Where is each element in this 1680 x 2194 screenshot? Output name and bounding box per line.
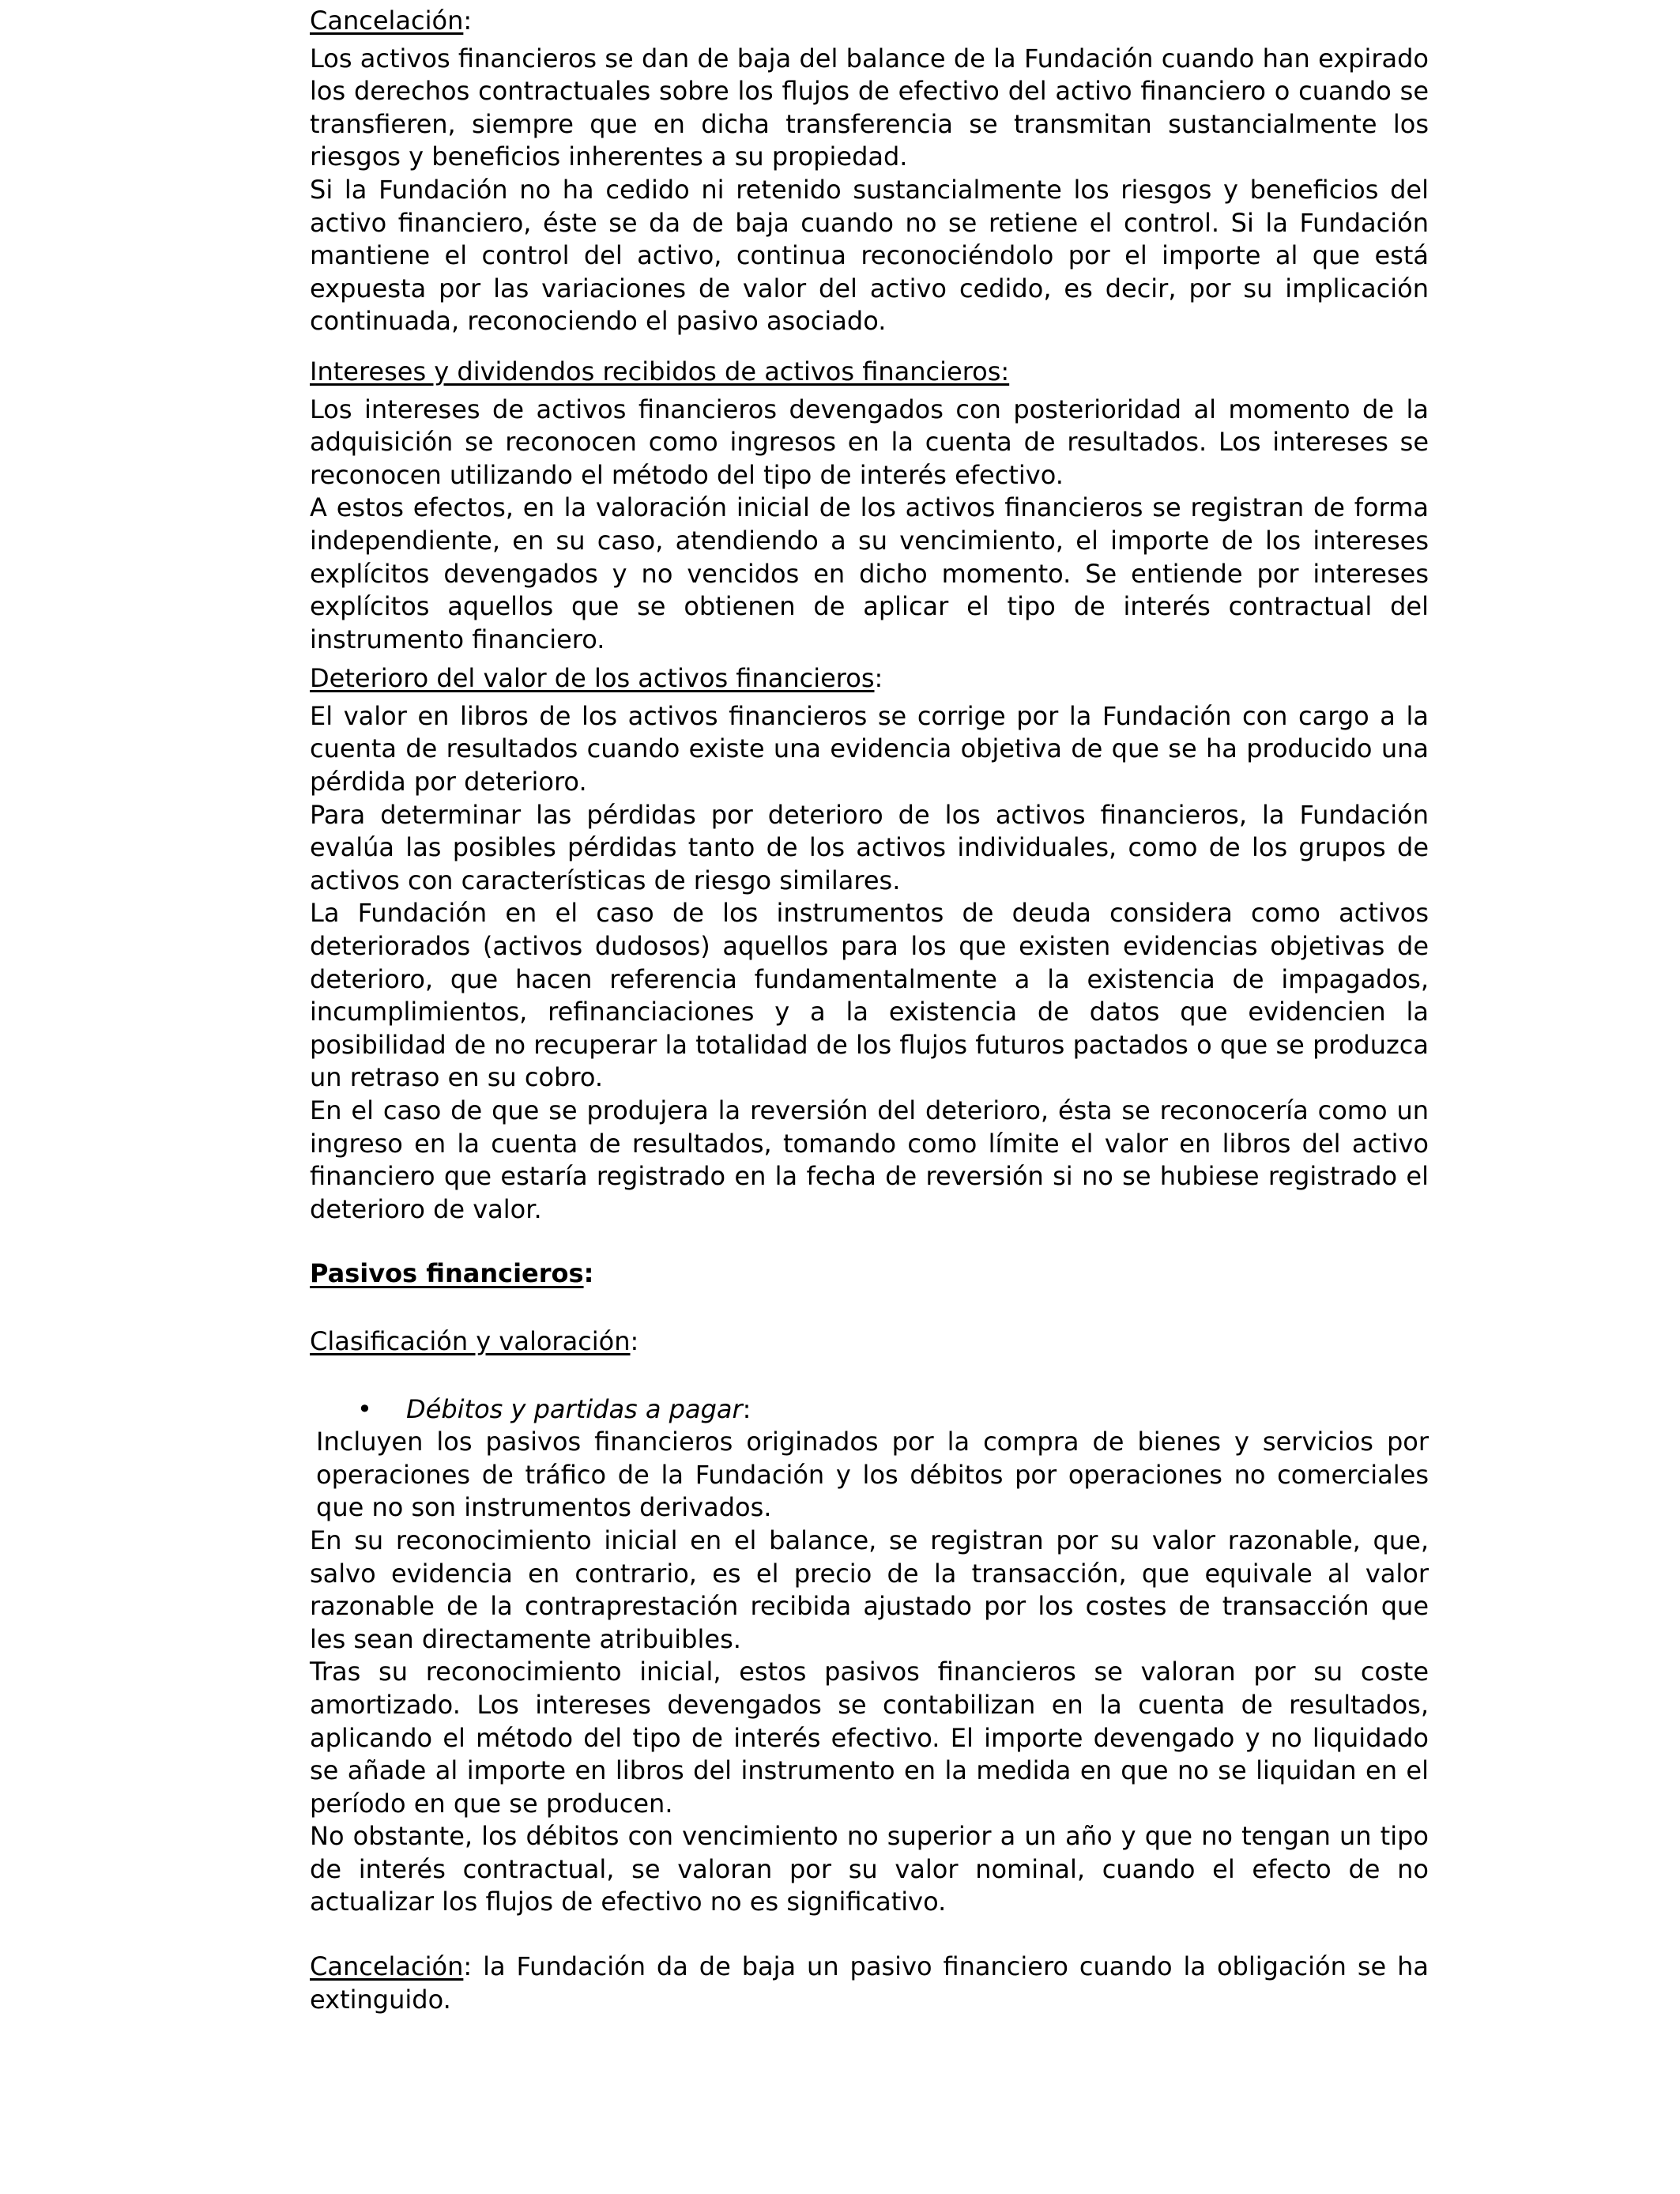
spacer: [310, 1919, 1429, 1951]
pasivos-paragraph-1: Incluyen los pasivos financieros originados por la compra de bienes y servicios por operaciones de tráfico de la Fundación y los débitos por operaciones no comerciales que no son instrumentos derivados.: [316, 1427, 1429, 1523]
cancelacion-activos-paragraph-2: Si la Fundación no ha cedido ni retenido sustancialmente los riesgos y beneficios del activo financiero, éste se da de baja cuando no se retiene el control. Si la Fundación mantiene el control del activo, continua reconociéndolo por el importe al que está expuesta por las variaciones de valor del activo cedido, es decir, por su implicación continuada, reconociendo el pasivo asociado.: [310, 174, 1429, 337]
deterioro-paragraph-2: Para determinar las pérdidas por deterioro de los activos financieros, la Fundación evalúa las posibles pérdidas tanto de los activos individuales, como de los grupos de activos con características de riesgo similares.: [310, 799, 1429, 895]
deterioro-title: Deterioro del valor de los activos financieros:: [310, 663, 883, 694]
intereses-title: Intereses y dividendos recibidos de activos financieros:: [310, 356, 1010, 386]
cancelacion-activos-title: Cancelación:: [310, 6, 473, 36]
spacer: [310, 1226, 1429, 1257]
spacer: [310, 1291, 1429, 1325]
clasificacion-title: Clasificación y valoración:: [310, 1325, 639, 1356]
spacer: [310, 1359, 1429, 1393]
spacer: [310, 338, 1429, 352]
intereses-paragraph-1: Los intereses de activos financieros devengados con posterioridad al momento de la adquisición se reconocen como ingresos en la cuenta de resultados. Los intereses se reconocen utilizando el método del tipo de interés efectivo.: [310, 394, 1429, 490]
document-page: [310, 0, 1429, 2016]
deterioro-paragraph-1: El valor en libros de los activos financieros se corrige por la Fundación con cargo a la cuenta de resultados cuando existe una evidencia objetiva de que se ha producido una pérdida por deterioro.: [310, 700, 1429, 797]
pasivos-paragraph-2: En su reconocimiento inicial en el balance, se registran por su valor razonable, que, salvo evidencia en contrario, es el precio de la transacción, que equivale al valor razonable de la contraprestación recibida ajustado por los costes de transacción que les sean directamente atribuibles.: [310, 1525, 1429, 1654]
intereses-paragraph-2: A estos efectos, en la valoración inicial de los activos financieros se registran de forma independiente, en su caso, atendiendo a su vencimiento, el importe de los intereses explícitos devengados y no vencidos en dicho momento. Se entiende por intereses explícitos aquellos que se obtienen de aplicar el tipo de interés contractual del instrumento financiero.: [310, 492, 1429, 654]
deterioro-paragraph-4: En el caso de que se produjera la reversión del deterioro, ésta se reconocería como un ingreso en la cuenta de resultados, tomando como límite el valor en libros del activo financiero que estaría registrado en la fecha de reversión si no se hubiese registrado el deterioro de valor.: [310, 1095, 1429, 1224]
pasivos-heading: Pasivos financieros:: [310, 1258, 594, 1289]
bullet-icon: •: [357, 1393, 372, 1424]
pasivos-paragraph-4: No obstante, los débitos con vencimiento no superior a un año y que no tengan un tipo de interés contractual, se valoran por su valor nominal, cuando el efecto de no actualizar los flujos de efectivo no es significativo.: [310, 1821, 1429, 1917]
deterioro-paragraph-3: La Fundación en el caso de los instrumentos de deuda considera como activos deteriorados (activos dudosos) aquellos para los que existen evidencias objetivas de deterioro, que hacen referencia fundamentalmente a la existencia de impagados, incumplimientos, refinanciaciones y a la existencia de datos que evidencien la posibilidad de no recuperar la totalidad de los flujos futuros pactados o que se produzca un retraso en su cobro.: [310, 898, 1429, 1093]
pasivos-paragraph-3: Tras su reconocimiento inicial, estos pasivos financieros se valoran por su coste amortizado. Los intereses devengados se contabilizan en la cuenta de resultados, aplicando el método del tipo de interés efectivo. El importe devengado y no liquidado se añade al importe en libros del instrumento en la medida en que no se liquidan en el período en que se producen.: [310, 1657, 1429, 1819]
bullet-debitos: • Débitos y partidas a pagar:: [310, 1393, 1429, 1427]
cancelacion-activos-paragraph-1: Los activos financieros se dan de baja del balance de la Fundación cuando han expirado los derechos contractuales sobre los flujos de efectivo del activo financiero o cuando se transfieren, siempre que en dicha transferencia se transmitan sustancialmente los riesgos y beneficios inherentes a su propiedad.: [310, 43, 1429, 172]
cancelacion-pasivos-paragraph: Cancelación: la Fundación da de baja un pasivo financiero cuando la obligación se ha extinguido.: [310, 1951, 1429, 2015]
